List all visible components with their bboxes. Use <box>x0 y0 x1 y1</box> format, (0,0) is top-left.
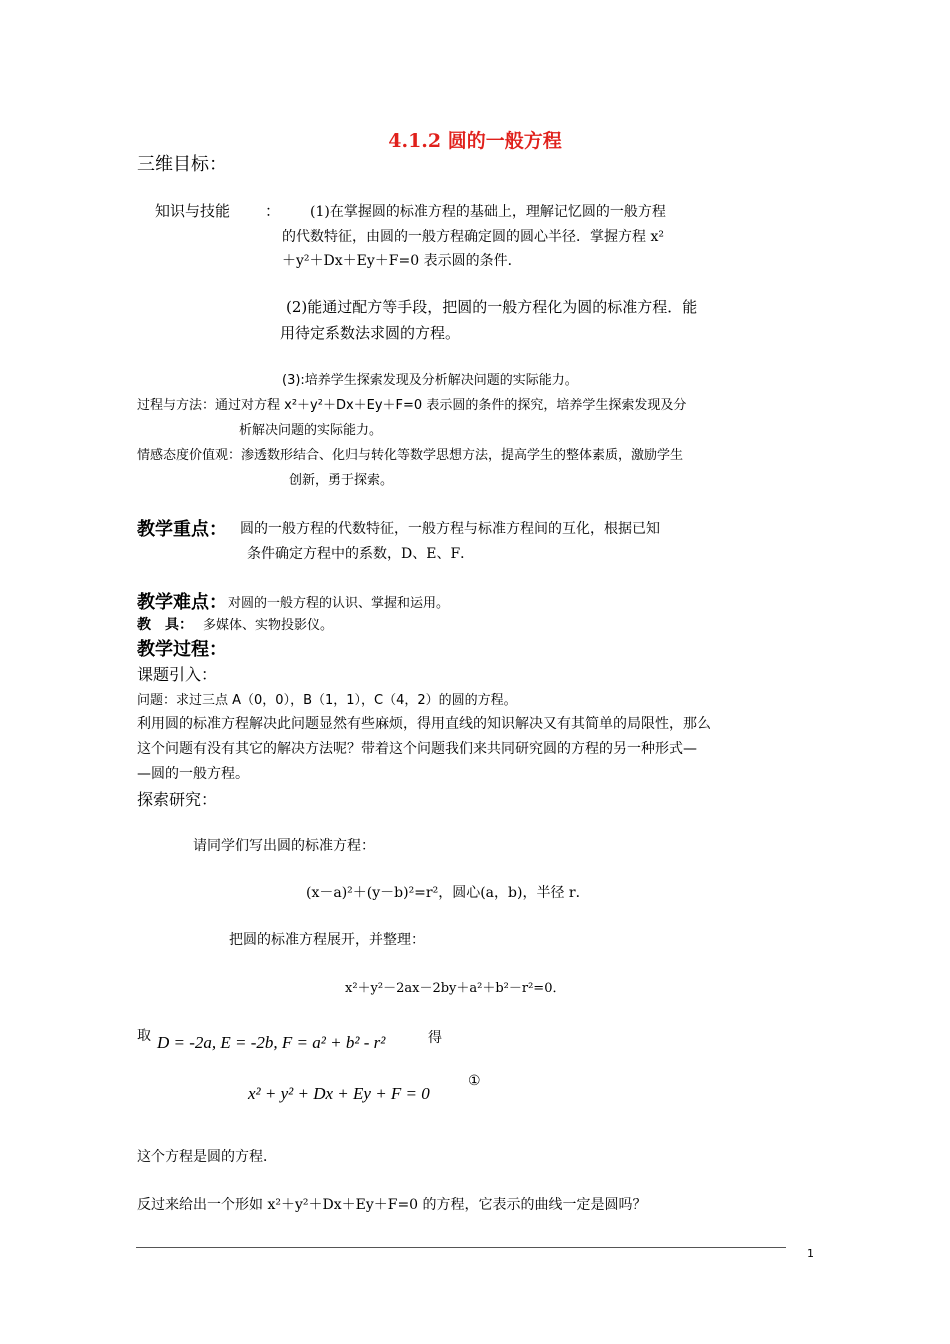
conclusion-text: 这个方程是圆的方程． <box>137 1149 277 1165</box>
knowledge-item-1-line-1: (1)在掌握圆的标准方程的基础上，理解记忆圆的一般方程 <box>310 204 666 220</box>
process-method-line-1: 过程与方法：通过对方程 x²＋y²＋Dx＋Ey＋F=0 表示圆的条件的探究，培养学生探索发现及分 <box>137 398 687 413</box>
knowledge-colon: ： <box>265 202 281 220</box>
intro-paragraph-line-2: 这个问题有没有其它的解决方法呢？带着这个问题我们来共同研究圆的方程的另一种形式— <box>137 741 697 757</box>
expanded-equation: x²＋y²－2ax－2by＋a²＋b²－r²=0． <box>345 981 566 996</box>
intro-question: 问题：求过三点 A（0，0），B（1，1），C（4，2）的圆的方程。 <box>137 693 517 708</box>
equation-number: ① <box>468 1073 481 1089</box>
page-title: 4.1.2 圆的一般方程 <box>388 130 562 152</box>
get-word: 得 <box>428 1030 442 1046</box>
emotion-value-line-1: 情感态度价值观：渗透数形结合、化归与转化等数学思想方法，提高学生的整体素质，激励学生 <box>137 448 684 463</box>
coefficient-substitution: D = -2a, E = -2b, F = a² + b² - r² <box>157 1033 386 1052</box>
intro-paragraph-line-3: —圆的一般方程。 <box>137 766 249 782</box>
intro-heading: 课题引入： <box>137 665 218 684</box>
knowledge-item-1-line-3: ＋y²＋Dx＋Ey＋F=0 表示圆的条件． <box>282 253 522 269</box>
process-method-line-2: 析解决问题的实际能力。 <box>239 423 383 438</box>
knowledge-item-3: (3):培养学生探索发现及分析解决问题的实际能力。 <box>282 373 578 388</box>
key-point-line-2: 条件确定方程中的系数，D、E、F． <box>247 546 475 562</box>
general-equation: x² + y² + Dx + Ey + F = 0 <box>248 1084 430 1103</box>
standard-equation-prompt: 请同学们写出圆的标准方程： <box>193 838 375 854</box>
explore-heading: 探索研究： <box>137 790 218 809</box>
footer-divider <box>136 1247 786 1248</box>
key-point-label: 教学重点： <box>137 519 227 540</box>
emotion-value-line-2: 创新，勇于探索。 <box>289 473 394 488</box>
objectives-heading: 三维目标： <box>137 154 227 175</box>
reverse-question: 反过来给出一个形如 x²＋y²＋Dx＋Ey＋F=0 的方程，它表示的曲线一定是圆吗？ <box>137 1197 647 1213</box>
standard-equation: (x－a)²＋(y－b)²=r²，圆心(a，b)，半径 r． <box>306 885 590 901</box>
knowledge-item-2-line-1: (2)能通过配方等手段，把圆的一般方程化为圆的标准方程．能 <box>286 298 698 316</box>
knowledge-item-1-line-2: 的代数特征，由圆的一般方程确定圆的圆心半径．掌握方程 x² <box>282 229 664 245</box>
tools-label: 教 具： <box>137 617 193 633</box>
process-heading: 教学过程： <box>137 639 227 660</box>
knowledge-label: 知识与技能 <box>155 202 231 220</box>
key-point-line-1: 圆的一般方程的代数特征，一般方程与标准方程间的互化，根据已知 <box>240 521 660 537</box>
page-number: 1 <box>807 1247 814 1260</box>
expand-prompt: 把圆的标准方程展开，并整理： <box>229 932 425 948</box>
difficulty-text: 对圆的一般方程的认识、掌握和运用。 <box>228 596 450 611</box>
tools-text: 多媒体、实物投影仪。 <box>203 618 334 633</box>
intro-paragraph-line-1: 利用圆的标准方程解决此问题显然有些麻烦，得用直线的知识解决又有其简单的局限性，那么 <box>137 716 711 732</box>
difficulty-label: 教学难点： <box>137 592 227 613</box>
knowledge-item-2-line-2: 用待定系数法求圆的方程。 <box>280 324 461 342</box>
take-word: 取 <box>137 1028 151 1044</box>
